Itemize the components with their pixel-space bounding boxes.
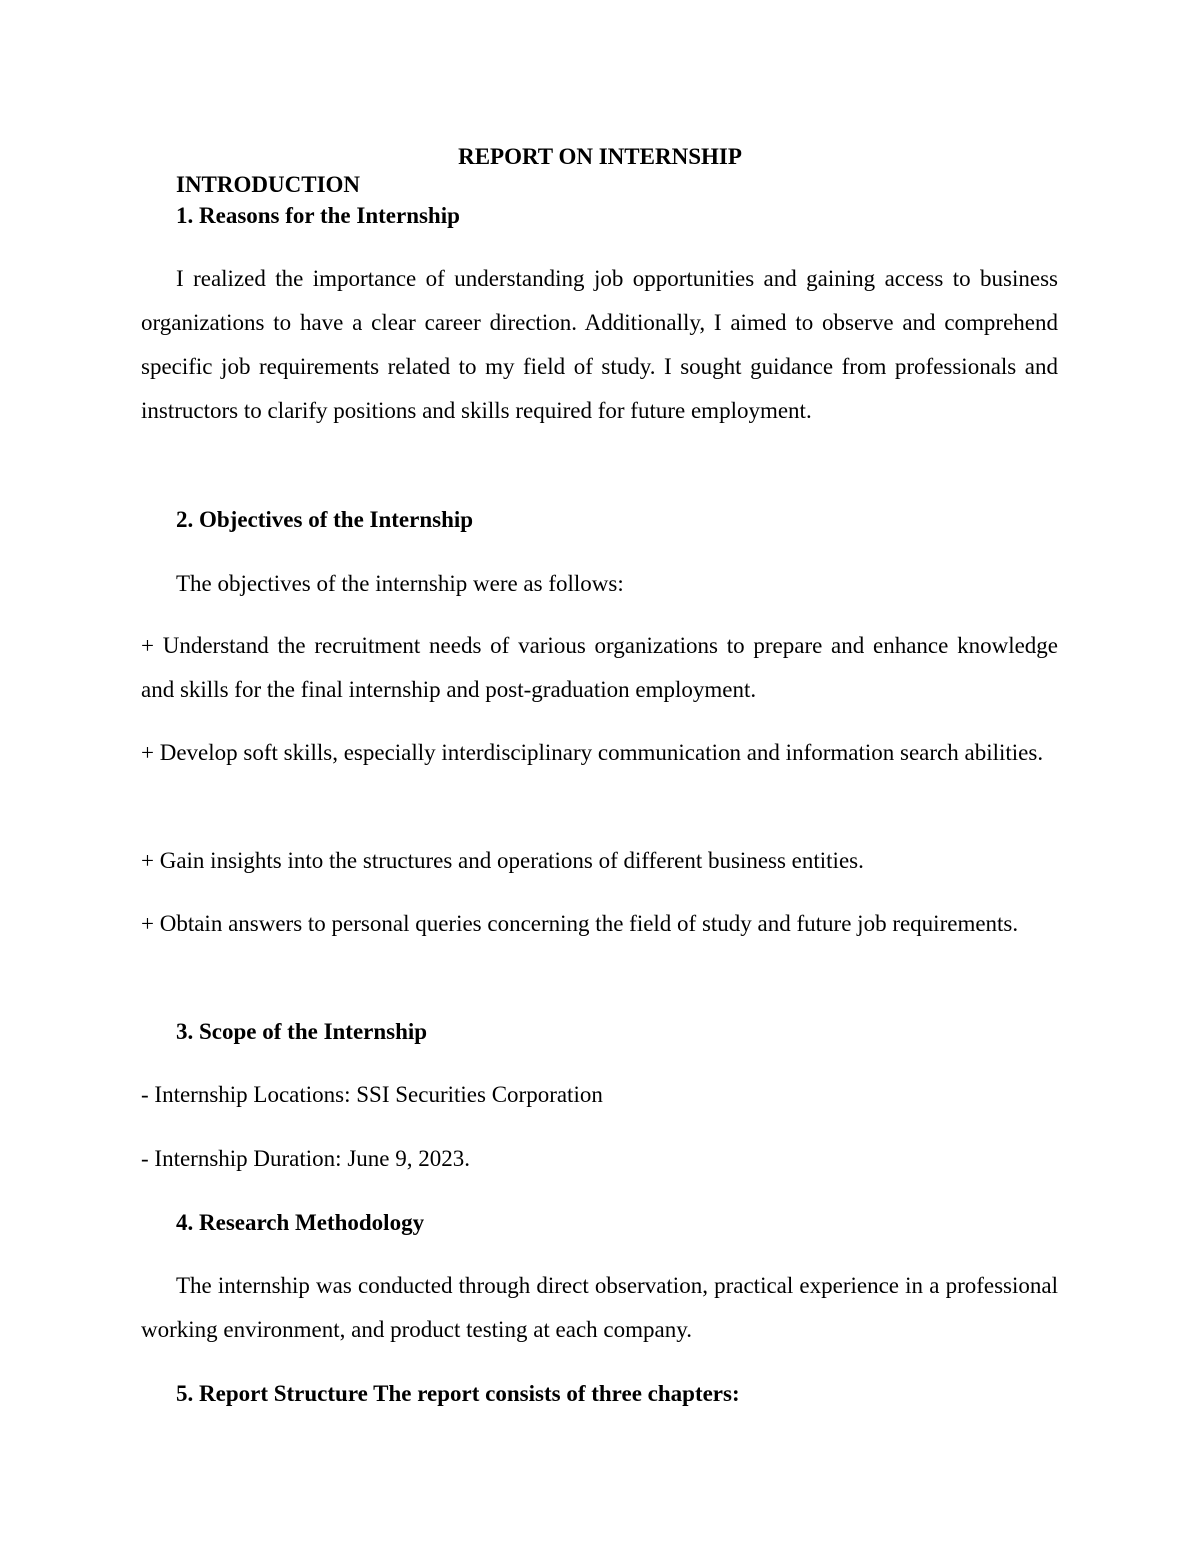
objective-item-4: + Obtain answers to personal queries concerning the field of study and future job requirements. — [141, 911, 1019, 936]
scope-duration: - Internship Duration: June 9, 2023. — [141, 1146, 470, 1171]
section-2-heading: 2. Objectives of the Internship — [176, 507, 474, 532]
section-2-intro: The objectives of the internship were as follows: — [176, 571, 624, 596]
section-4-paragraph: The internship was conducted through direct observation, practical experience in a professional working environment, and product testing at each company. — [141, 1273, 1058, 1342]
section-1-paragraph: I realized the importance of understanding job opportunities and gaining access to business organizations to have a clear career direction. Additionally, I aimed to observe and comprehend specific job requirements related to my field of study. I sought guidance from professionals and instructors to clarify positions and skills required for future employment. — [141, 266, 1058, 423]
objective-item-1: + Understand the recruitment needs of various organizations to prepare and enhance knowledge and skills for the final internship and post-graduation employment. — [141, 633, 1058, 702]
section-1-heading: 1. Reasons for the Internship — [176, 203, 460, 228]
introduction-heading: INTRODUCTION — [176, 172, 361, 197]
section-5-heading: 5. Report Structure The report consists of three chapters: — [176, 1381, 740, 1406]
section-4-heading: 4. Research Methodology — [176, 1210, 425, 1235]
document-title: REPORT ON INTERNSHIP — [458, 144, 742, 169]
section-3-heading: 3. Scope of the Internship — [176, 1019, 428, 1044]
objective-item-2: + Develop soft skills, especially interdisciplinary communication and information search abilities. — [141, 740, 1044, 765]
objective-item-3: + Gain insights into the structures and operations of different business entities. — [141, 848, 864, 873]
scope-locations: - Internship Locations: SSI Securities Corporation — [141, 1082, 603, 1107]
